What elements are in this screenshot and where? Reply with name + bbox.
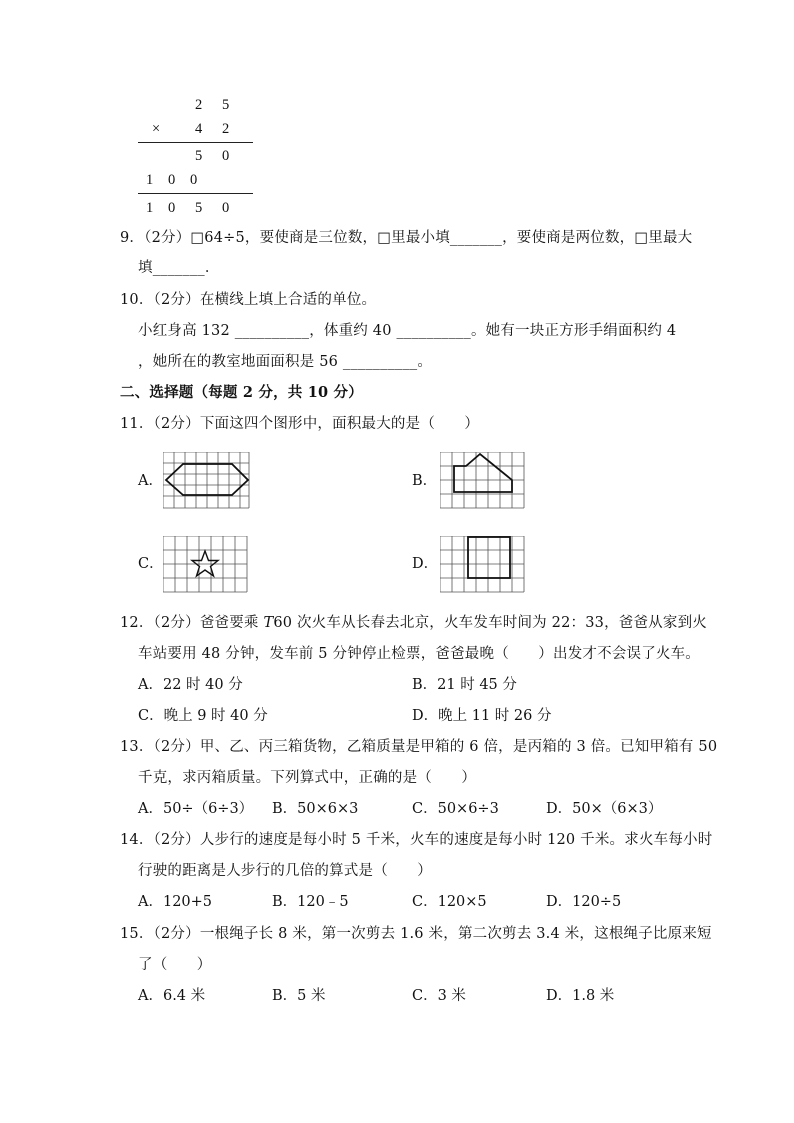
digit: 0 — [222, 200, 230, 216]
divider-line — [138, 142, 253, 143]
digit: 0 — [168, 200, 176, 216]
digit: 0 — [222, 148, 230, 164]
q14-option-b[interactable]: B．120﹣5 — [272, 894, 349, 910]
figure-b-house-shape[interactable] — [440, 452, 526, 510]
q12-option-d[interactable]: D．晚上 11 时 26 分 — [412, 708, 552, 724]
q15-line1: 15．（2分）一根绳子长 8 米，第一次剪去 1.6 米，第二次剪去 3.4 米，这根绳子比原来短 — [120, 926, 712, 942]
digit: 2 — [222, 121, 230, 137]
divider-line — [138, 193, 253, 194]
q12-option-a[interactable]: A．22 时 40 分 — [138, 677, 243, 693]
q12-train-letter: T — [263, 615, 274, 631]
q10-line1: 10．（2分）在横线上填上合适的单位。 — [120, 292, 377, 308]
q12-line1-post: 60 次火车从长春去北京，火车发车时间为 22：33，爸爸从家到火 — [273, 615, 707, 631]
q13-option-c[interactable]: C．50×6÷3 — [412, 801, 499, 817]
digit: 0 — [190, 172, 198, 188]
q15-line2: 了（ ） — [138, 957, 212, 973]
figure-d-square[interactable] — [440, 536, 526, 594]
multiply-sign: × — [152, 121, 161, 137]
digit: 5 — [222, 97, 230, 113]
q12-line1 — [120, 613, 707, 633]
q15-option-a[interactable]: A．6.4 米 — [138, 988, 206, 1004]
digit: 2 — [195, 97, 203, 113]
q13-option-b[interactable]: B．50×6×3 — [272, 801, 359, 817]
q12-option-b[interactable]: B．21 时 45 分 — [412, 677, 517, 693]
q10-line2: 小红身高 132 __________，体重约 40 __________。她有一块正方形手绢面积约 4 — [138, 323, 677, 339]
q15-option-c[interactable]: C．3 米 — [412, 988, 466, 1004]
digit: 0 — [168, 172, 176, 188]
digit: 1 — [146, 200, 154, 216]
q12-option-c[interactable]: C．晚上 9 时 40 分 — [138, 708, 268, 724]
q13-line1: 13．（2分）甲、乙、丙三箱货物，乙箱质量是甲箱的 6 倍，是丙箱的 3 倍。已知甲箱有 50 — [120, 739, 718, 755]
q9-line1: 9．（2分）□64÷5，要使商是三位数，□里最小填_______，要使商是两位数，□里最大 — [120, 230, 693, 246]
section-title: 二、选择题（每题 2 分，共 10 分） — [120, 384, 363, 401]
q14-option-d[interactable]: D．120÷5 — [546, 894, 622, 910]
digit: 5 — [195, 148, 203, 164]
q14-line2: 行驶的距离是人步行的几倍的算式是（ ） — [138, 863, 432, 879]
figure-c-star[interactable] — [163, 536, 249, 594]
q15-option-b[interactable]: B．5 米 — [272, 988, 326, 1004]
option-c-label[interactable]: C． — [138, 556, 164, 572]
q15-option-d[interactable]: D．1.8 米 — [546, 988, 615, 1004]
q10-line3: ，她所在的教室地面面积是 56 __________。 — [138, 354, 433, 370]
option-a-label[interactable]: A． — [138, 473, 163, 489]
q12-line1-pre: 12．（2分）爸爸要乘 — [120, 615, 264, 631]
q13-line2: 千克，求丙箱质量。下列算式中，正确的是（ ） — [138, 770, 477, 786]
q12-line2: 车站要用 48 分钟，发车前 5 分钟停止检票，爸爸最晚（ ）出发才不会误了火车。 — [138, 646, 701, 662]
digit: 5 — [195, 200, 203, 216]
q13-option-a[interactable]: A．50÷（6÷3） — [138, 801, 254, 817]
option-b-label[interactable]: B． — [412, 473, 438, 489]
digit: 1 — [146, 172, 154, 188]
option-d-label[interactable]: D． — [412, 556, 439, 572]
q13-option-d[interactable]: D．50×（6×3） — [546, 801, 663, 817]
q14-option-c[interactable]: C．120×5 — [412, 894, 487, 910]
digit: 4 — [195, 121, 203, 137]
q14-line1: 14．（2分）人步行的速度是每小时 5 千米，火车的速度是每小时 120 千米。求火车每小时 — [120, 832, 713, 848]
q11-line1: 11．（2分）下面这四个图形中，面积最大的是（ ） — [120, 416, 480, 432]
figure-a-hexagon[interactable] — [163, 452, 251, 510]
q14-option-a[interactable]: A．120+5 — [138, 894, 213, 910]
q9-line2: 填_______． — [138, 260, 220, 276]
